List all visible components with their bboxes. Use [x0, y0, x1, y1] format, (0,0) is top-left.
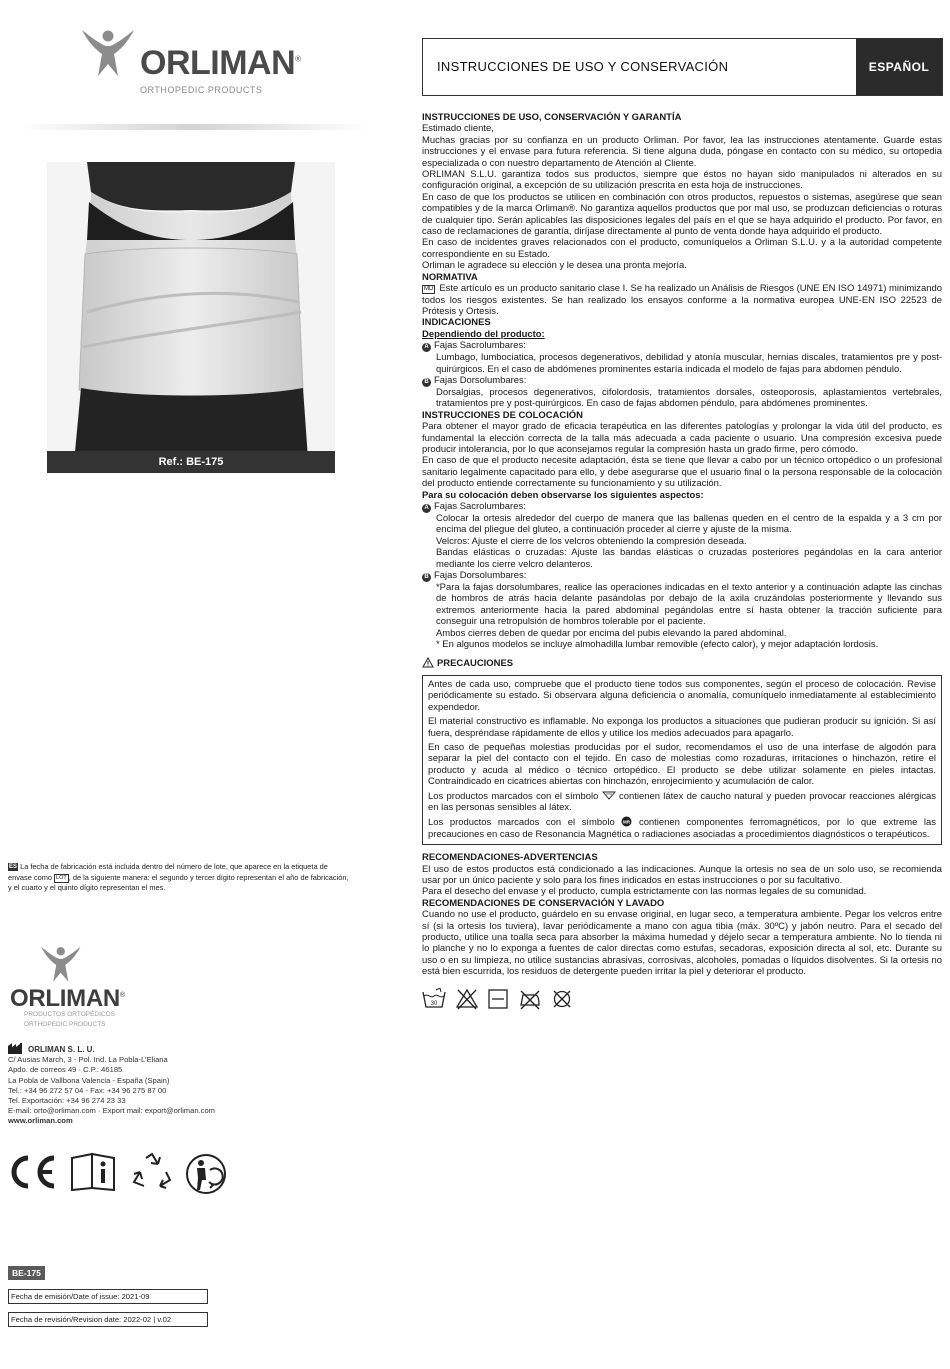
lot-note — [8, 862, 353, 894]
paragraph: Cuando no use el producto, guárdelo en su envase original, en lugar seco, a temperatura ambiente. Pegar los velcros entre sí (si la ortesis los tuviera), lavar periódicamente a mano con agua tibia (máx. 30ºC) y jabón neutro. Para el secado del producto, utilice una toalla seca para absorber la máxima humedad y déjelo secar a temperatura ambiente. No lo tienda ni lo planche y no lo exponga a fuentes de calor directas como estufas, secadoras, exposición directa al sol, etc. Durante su uso o en su limpieza, no utilice sustancias abrasivas, corrosivas, alcoholes, pomadas o líquidos disolventes. Si la ortesis no está bien escurrida, los residuos de detergente pueden irritar la piel y deteriorar el producto. — [422, 909, 942, 978]
item-b-title: Fajas Dorsolumbares: — [434, 374, 527, 386]
marker-a-icon: A — [422, 343, 431, 352]
orliman-figure-icon — [78, 28, 136, 80]
es-language-badge: ES — [9, 864, 18, 870]
instructions-for-use-icon — [70, 1152, 118, 1192]
mri-warning — [428, 816, 936, 840]
brand-sub-en: ORTHOPEDIC PRODUCTS — [24, 1021, 106, 1028]
medical-device-icon: MD — [424, 286, 434, 293]
instruction-line: Bandas elásticas o cruzadas: Ajuste las bandas elásticas o cruzadas posteriores pegándolas en la cara anterior mediante los cierre velcro delanteros. — [436, 547, 942, 570]
do-not-bleach-icon — [455, 988, 479, 1010]
latex-text-start: Los productos marcados con el símbolo — [428, 790, 599, 802]
aspects-title: Para su colocación deben observarse los siguientes aspectos: — [422, 489, 704, 501]
section-title-precauciones — [422, 657, 942, 669]
instruction-line: * En algunos modelos se incluye almohadilla lumbar removible (efecto calor), y mejor adaptación lordosis. — [436, 639, 879, 651]
paragraph: Para el desecho del envase y el producto, cumpla estrictamente con las normas legales de su comunidad. — [422, 886, 867, 898]
single-patient-multiple-use-icon — [184, 1152, 228, 1196]
svg-text:MR: MR — [623, 819, 631, 825]
language-tab: ESPAÑOL — [856, 39, 942, 95]
address-line: Apdo. de correos 49 · C.P.: 46185 — [8, 1065, 123, 1075]
instructions-header — [422, 38, 943, 96]
lumbar-belt-image — [47, 162, 335, 473]
company-address — [8, 1043, 308, 1127]
dry-flat-icon — [487, 988, 509, 1010]
brand-name: ORLIMAN® — [140, 44, 301, 82]
mri-text-end: contienen componentes ferromagnéticos, por lo que extreme las precauciones en caso de Resonancia Magnética o radiaciones asociadas a procedimientos diagnósticos o terapéuticos. — [428, 817, 936, 840]
orliman-figure-icon — [38, 945, 82, 985]
marker-a-icon: A — [422, 504, 431, 513]
ref-badge: BE-175 — [8, 1266, 45, 1280]
product-ref-caption: Ref.: BE-175 — [47, 451, 335, 473]
paragraph: En caso de que el producto necesite adaptación, ésta se tiene que llevar a cabo por un técnico ortopédico o un profesional sanitario legalmente capacitado para ello, y debe asegurarse que el usuario final o la persona responsable de la colocación del producto entiende correctamente su funcionamiento y su utilización. — [422, 455, 942, 490]
item-a-heading — [422, 501, 942, 513]
recycle-icon — [130, 1152, 174, 1192]
address-line: C/ Ausias March, 3 - Pol. Ind. La Pobla-L'Eliana — [8, 1055, 168, 1065]
brand-tagline: ORTHOPEDIC PRODUCTS — [140, 85, 263, 95]
do-not-iron-icon — [518, 988, 542, 1010]
address-line: La Pobla de Vallbona Valencia - España (Spain) — [8, 1075, 170, 1085]
item-b-text: Dorsalgias, procesos degenerativos, cifolordosis, tratamientos dorsales, osteoporosis, aplastamientos vertebrales, tratamientos pre y post-quirúrgicos. En caso de fajas abdomen péndulo, para abdómenes prominentes. — [436, 386, 942, 410]
brand-sub-es: PRODUCTOS ORTOPÉDICOS — [24, 1011, 116, 1018]
instructions-body — [422, 112, 942, 1012]
header-title: INSTRUCCIONES DE USO Y CONSERVACIÓN — [437, 59, 729, 74]
marker-b-icon: B — [422, 573, 431, 582]
mri-text-start: Los productos marcados con el símbolo — [428, 817, 615, 829]
instruction-line: *Para la fajas dorsolumbares, realice las operaciones indicadas en el texto anterior y a continuación adapte las cinchas de hombros de atrás hacia delante pasándolas por debajo de la axila cruzándolas posteriormente y llevando sus extremos anteriormente hacia la pared abdominal pegándolas entre sí hasta obtener la tracción suficiente para conseguir una retropulsión de hombros tolerable por el paciente. — [436, 582, 942, 628]
do-not-dry-clean-icon — [551, 988, 573, 1010]
indicaciones-subtitle: Dependiendo del producto: — [422, 328, 545, 340]
mr-unsafe-icon — [621, 816, 632, 827]
precauciones-title: PRECAUCIONES — [437, 658, 514, 670]
item-b-heading — [422, 570, 942, 582]
latex-icon — [602, 791, 616, 800]
instruction-line: Colocar la ortesis alrededor del cuerpo de manera que las ballenas queden en el centro de la espalda y a 3 cm por encima del pliegue del gluteo, a continuación proceder al cierre y ajuste de la misma. — [436, 513, 942, 536]
ce-mark-icon — [8, 1152, 58, 1192]
paragraph: En caso de incidentes graves relacionados con el producto, comuníquelos a Orliman S.L.U. y a la autoridad competente correspondiente en su Estado. — [422, 237, 942, 260]
orliman-logo — [78, 28, 318, 98]
hand-wash-icon — [422, 988, 446, 1010]
address-line: Tel.: +34 96 272 57 04 - Fax: +34 96 275 87 00 — [8, 1085, 167, 1095]
item-a-title: Fajas Sacrolumbares: — [434, 501, 526, 512]
lot-note-text-start: La fecha de fabricación está incluida dentro del número de lote, que aparece en la etiqueta de envase como — [8, 862, 328, 882]
latex-warning — [428, 791, 936, 814]
section-title-intro: INSTRUCCIONES DE USO, CONSERVACIÓN Y GARANTÍA — [422, 112, 682, 123]
orliman-logo-footer — [10, 945, 160, 1035]
latex-text-end: contienen látex de caucho natural y pueden provocar reacciones alérgicas en las personas sensibles al látex. — [428, 790, 937, 813]
paragraph: Muchas gracias por su confianza en un producto Orliman. Por favor, lea las instrucciones atentamente. Guarde estas instrucciones y el envase para futura referencia. Si tiene alguna duda, póngase en contacto con su médico, su ortopedia especializada o con nuestro departamento de Atención al Cliente. — [422, 134, 942, 169]
warning-icon — [422, 657, 434, 668]
instruction-line: Velcros: Ajuste el cierre de los velcros obteniendo la compresión deseada. — [436, 535, 747, 547]
section-title-conservacion: RECOMENDACIONES DE CONSERVACIÓN Y LAVADO — [422, 897, 665, 909]
issue-date: Fecha de emisión/Date of issue: 2021-09 — [8, 1289, 208, 1304]
paragraph: Orliman le agradece su elección y le desea una pronta mejoría. — [422, 260, 687, 272]
normativa-body: Este artículo es un producto sanitario clase I. Se ha realizado un Análisis de Riesgos (UNE EN ISO 14971) minimizando todos los riesgos existentes. Se han realizado los ensayos conforme a la normativa europea UNE-EN ISO 22523 de Prótesis y Ortesis. — [422, 283, 942, 317]
company-name: ORLIMAN S. L. U. — [28, 1045, 95, 1054]
instruction-line: Ambos cierres deben de quedar por encima del pubis elevando la pared abdominal. — [436, 627, 787, 639]
lot-symbol-badge: LOT — [56, 874, 67, 881]
paragraph: El material constructivo es inflamable. No exponga los productos a situaciones que pudieran producir su ignición. Si así fuera, despréndase rápidamente de ellos y utilice los medios adecuados para apagarlo. — [428, 716, 936, 739]
divider — [18, 124, 368, 130]
section-title-normativa: NORMATIVA — [422, 271, 478, 283]
section-title-indicaciones: INDICACIONES — [422, 317, 491, 329]
product-photo — [47, 162, 335, 473]
brand-name-footer: ORLIMAN® — [10, 985, 125, 1012]
lot-note-text-end: , de la siguiente manera: el segundo y tercer dígito representan el año de fabricación, y el cuarto y el quinto dígito representan el mes. — [8, 872, 349, 892]
item-a-title: Fajas Sacrolumbares: — [434, 340, 526, 352]
precautions-box — [422, 675, 942, 845]
section-title-recomendaciones: RECOMENDACIONES-ADVERTENCIAS — [422, 852, 598, 864]
section-title-colocacion: INSTRUCCIONES DE COLOCACIÓN — [422, 409, 583, 421]
item-a-text: Lumbago, lumbociatica, procesos degenerativos, debilidad y atonía muscular, hernias discales, tratamientos pre y post-quirúrgicos. En el caso de abdómenes prominentes estaría indicada el modelo de fajas para abdomen péndulo. — [436, 352, 942, 375]
address-line: E-mail: orto@orliman.com · Export mail: export@orliman.com — [8, 1106, 216, 1116]
item-a-heading — [422, 340, 942, 352]
item-b-title: Fajas Dorsolumbares: — [434, 570, 527, 582]
website-link[interactable]: www.orliman.com — [8, 1116, 73, 1126]
wash-temperature: 30 — [430, 1000, 438, 1007]
paragraph: En caso de pequeñas molestias producidas por el sudor, recomendamos el uso de una interfase de algodón para separar la piel del contacto con el tejido. En caso de molestias como rozaduras, irritaciones o hinchazón, retire el producto y acuda al médico o técnico ortopédico. El producto se debe utilizar solamente en pieles intactas. Contraindicado en cicatrices abiertas con hinchazón, enrojecimiento y acumulación de calor. — [428, 741, 936, 788]
paragraph: En caso de que los productos se utilicen en combinación con otros productos, repuestos o sistemas, asegúrese que sean compatibles y de la marca Orliman®. No garantiza aquellos productos que por mal uso, se produzcan deficiencias o roturas de cualquier tipo. Serán aplicables las disposiciones legales del país en el que se haya adquirido el producto. Por favor, en caso de reclamaciones de garantía, diríjase directamente al punto de venta donde haya adquirido el producto. — [422, 191, 942, 238]
manufacturer-icon — [8, 1043, 24, 1054]
paragraph: Antes de cada uso, compruebe que el producto tiene todos sus componentes, según el proceso de colocación. Revise periódicamente su estado. Si observara alguna deficiencia o anomalía, comuníquelo inmediatamente al establecimiento expendedor. — [428, 678, 936, 713]
paragraph: El uso de estos productos está condicionado a las indicaciones. Aunque la ortesis no sea de un solo uso, se recomienda usar por un único paciente y solo para los fines indicados en estas instrucciones o por su facultativo. — [422, 863, 942, 886]
address-line: Tel. Exportación: +34 96 274 23 33 — [8, 1096, 126, 1106]
revision-date: Fecha de revisión/Revision date: 2022-02 | v.02 — [8, 1312, 208, 1327]
care-symbols — [422, 988, 942, 1012]
greeting: Estimado cliente, — [422, 123, 494, 135]
paragraph: Para obtener el mayor grado de eficacia terapéutica en las diferentes patologías y prolongar la vida útil del producto, es fundamental la elección correcta de la talla más adecuada a cada paciente o usuario. Una compresión excesiva puede producir intolerancia, por lo que aconsejamos regular la compresión hasta un grado firme, pero cómodo. — [422, 421, 942, 455]
item-b-heading — [422, 375, 942, 387]
normativa-text — [422, 283, 942, 317]
regulatory-symbols — [8, 1152, 238, 1196]
paragraph: ORLIMAN S.L.U. garantiza todos sus productos, siempre que éstos no hayan sido manipulados ni alterados en su configuración original, a excepción de su utilización prescrita en esta hoja de instrucciones. — [422, 169, 942, 192]
marker-b-icon: B — [422, 378, 431, 387]
